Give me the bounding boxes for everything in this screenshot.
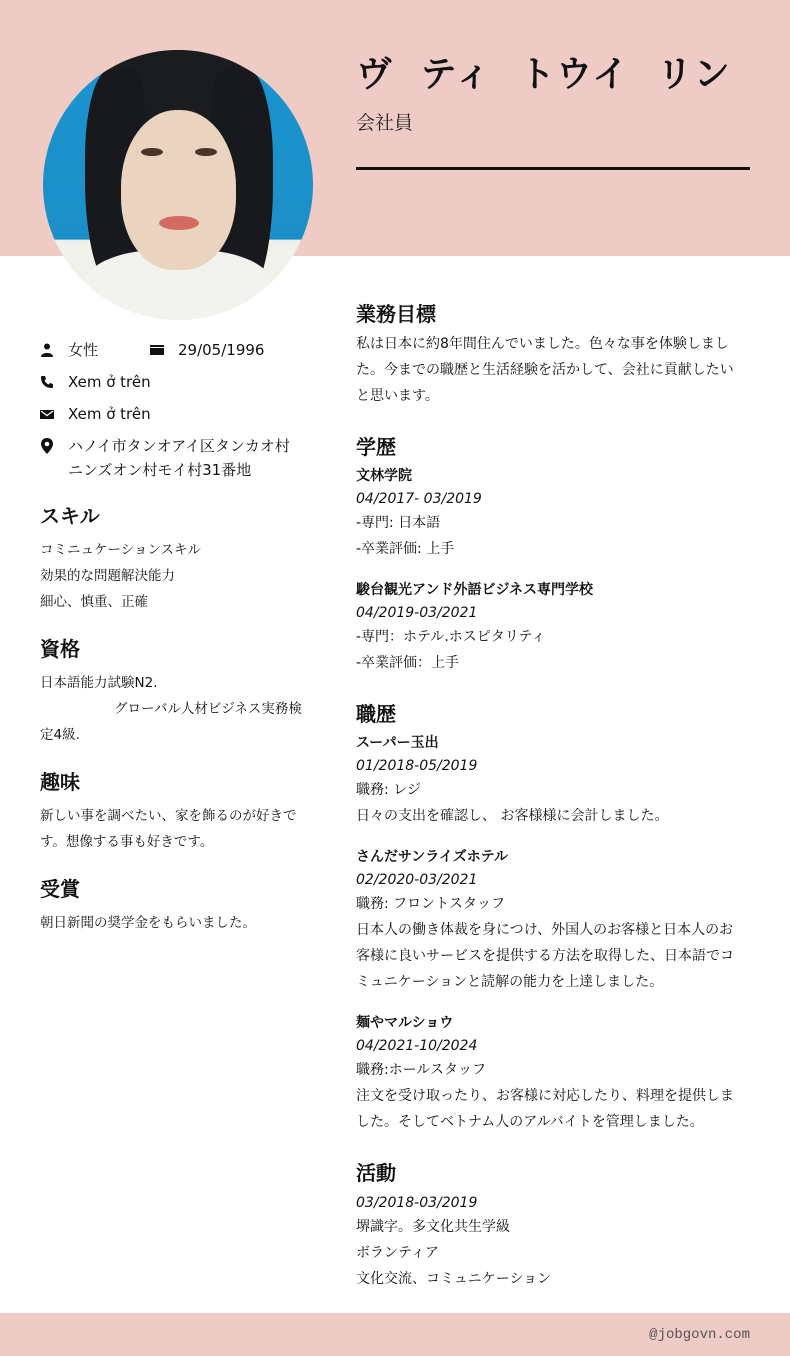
activity-item: ボランティア [356, 1245, 439, 1261]
person-icon [40, 338, 68, 362]
school-name: 文林学院 [356, 468, 412, 484]
certifications-heading: 資格 [40, 637, 80, 661]
address-line-1: ハノイ市タンオアイ区タンカオ村 [68, 437, 290, 455]
award-item: 朝日新聞の奨学金をもらいました。 [40, 915, 256, 931]
objective-line: 私は日本に約8年間住んでいました。色々な事を体験しまし [356, 336, 729, 352]
objective-heading: 業務目標 [356, 302, 436, 326]
experience-detail: した。そしてベトナム人のアルバイトを管理しました。 [356, 1114, 704, 1130]
activity-item: 文化交流、コミュニケーション [356, 1271, 552, 1287]
school-name: 駿台観光アンド外語ビジネス専門学校 [356, 582, 594, 598]
education-detail: -専門：ホテル.ホスピタリティ [356, 629, 546, 645]
experience-date: 02/2020-03/2021 [356, 872, 478, 888]
certification-item: 日本語能力試験N2. [40, 675, 158, 691]
job-title: 会社員 [356, 112, 414, 134]
objective-section [356, 298, 752, 409]
candidate-name: ヴ ティ トウイ リン [356, 54, 731, 95]
company-name: スーパー玉出 [356, 735, 439, 751]
photo-lips [159, 216, 199, 230]
right-column [356, 298, 752, 1314]
education-date: 04/2017- 03/2019 [356, 491, 482, 507]
hobbies-heading: 趣味 [40, 770, 80, 794]
photo-eye [141, 148, 163, 156]
experience-section [356, 698, 752, 1135]
hobby-line: 新しい事を調べたい、家を飾るのが好きで [40, 808, 297, 824]
education-detail: -卒業評価：上手 [356, 655, 460, 671]
footer-watermark: @jobgovn.com [649, 1327, 750, 1343]
experience-entry [356, 731, 752, 829]
experience-role: 職務:ホールスタッフ [356, 1062, 487, 1078]
experience-detail: ミュニケーションと読解の能力を上達しました。 [356, 974, 664, 990]
contact-phone [40, 370, 320, 394]
education-entry [356, 578, 752, 676]
phone-icon [40, 370, 68, 394]
company-name: さんだサンライズホテル [356, 849, 509, 865]
experience-heading: 職歴 [356, 702, 396, 726]
skill-item: 効果的な問題解決能力 [40, 568, 175, 584]
education-section [356, 431, 752, 676]
gender-value: 女性 [68, 341, 99, 359]
experience-entry [356, 845, 752, 995]
contact-email [40, 402, 320, 426]
activities-heading: 活動 [356, 1161, 396, 1185]
objective-line: た。今までの職歴と生活経験を活かして、会社に貢献したい [356, 362, 734, 378]
education-entry [356, 464, 752, 562]
activities-section [356, 1157, 752, 1292]
experience-detail: 客様に良いサービスを提供する方法を取得した、日本語でコ [356, 948, 734, 964]
education-date: 04/2019-03/2021 [356, 605, 478, 621]
left-column [40, 338, 320, 936]
experience-role: 職務: フロントスタッフ [356, 896, 506, 912]
calendar-icon [150, 338, 178, 362]
skill-item: 細心、慎重、正確 [40, 594, 148, 610]
experience-detail: 注文を受け取ったり、お客様に対応したり、料理を提供しま [356, 1088, 734, 1104]
email-value: Xem ở trên [68, 405, 151, 423]
experience-entry [356, 1011, 752, 1135]
experience-date: 01/2018-05/2019 [356, 758, 478, 774]
mail-icon [40, 402, 68, 426]
phone-value: Xem ở trên [68, 373, 151, 391]
location-pin-icon [40, 434, 68, 458]
awards-heading: 受賞 [40, 877, 80, 901]
certification-item: グローバル人材ビジネス実務検 [114, 701, 302, 717]
contact-address [40, 434, 320, 482]
address-value [68, 434, 290, 482]
activity-item: 堺識字。多文化共生学級 [356, 1219, 510, 1235]
objective-line: と思います。 [356, 388, 439, 404]
profile-photo [43, 50, 313, 320]
company-name: 麺やマルショウ [356, 1015, 454, 1031]
skills-heading: スキル [40, 504, 100, 528]
dob-value: 29/05/1996 [178, 341, 265, 359]
address-line-2: ニンズオン村モイ村31番地 [68, 461, 252, 479]
photo-eye [195, 148, 217, 156]
experience-detail: 日々の支出を確認し、 お客様様に会計しました。 [356, 808, 669, 824]
hobby-line: す。想像する事も好きです。 [40, 834, 214, 850]
experience-role: 職務: レジ [356, 782, 421, 798]
skill-item: コミニュケーションスキル [40, 542, 201, 558]
photo-face [121, 110, 236, 270]
experience-date: 04/2021-10/2024 [356, 1038, 478, 1054]
certification-item: 定4級. [40, 727, 80, 743]
activities-date: 03/2018-03/2019 [356, 1195, 478, 1211]
experience-detail: 日本人の働き体裁を身につけ、外国人のお客様と日本人のお [356, 922, 734, 938]
education-detail: -卒業評価: 上手 [356, 541, 455, 557]
contact-gender-dob [40, 338, 320, 362]
header-divider [356, 167, 750, 170]
education-detail: -専門: 日本語 [356, 515, 441, 531]
education-heading: 学歴 [356, 435, 396, 459]
